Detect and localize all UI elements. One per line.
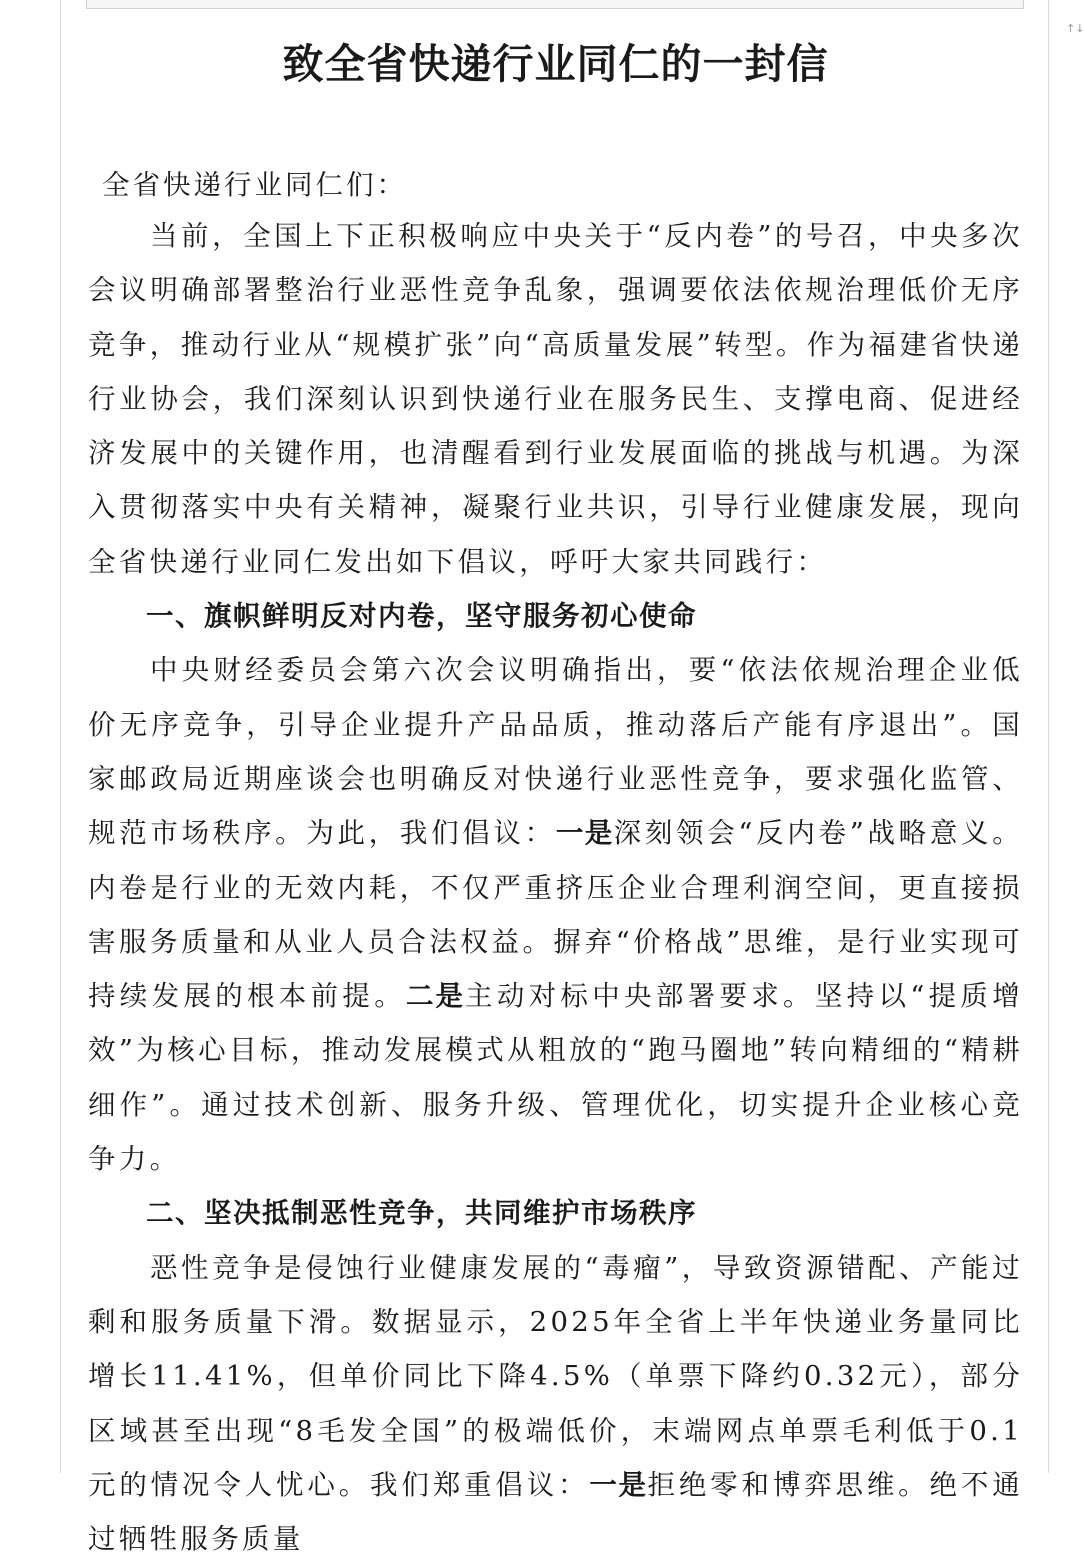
section-1-paragraph	[88, 643, 1023, 1186]
scroll-indicator[interactable]: ↑↓	[1066, 22, 1084, 35]
section-2-point-1-marker: 一是	[589, 1468, 648, 1501]
section-1-text-2: 深刻领会“反内卷”战略意义。内卷是行业的无效内耗，不仅严重挤压企业合理利润空间，更直接损害服务质量和从业人员合法权益。摒弃“价格战”思维，是行业实现可持续发展的根本前提。	[88, 817, 1023, 1013]
section-2-heading: 二、坚决抵制恶性竞争，共同维护市场秩序	[146, 1197, 697, 1230]
intro-paragraph: 当前，全国上下正积极响应中央关于“反内卷”的号召，中央多次会议明确部署整治行业恶性竞争乱象，强调要依法依规治理低价无序竞争，推动行业从“规模扩张”向“高质量发展”转型。作为福建省快递行业协会，我们深刻认识到快递行业在服务民生、支撑电商、促进经济发展中的关键作用，也清醒看到行业发展面临的挑战与机遇。为深入贯彻落实中央有关精神，凝聚行业共识，引导行业健康发展，现向 全省快递行业同仁发出如下倡议，呼吁大家共同践行：	[88, 220, 1023, 578]
section-1-text-3: 主动对标中央部署要求。坚持以“提质增效”为核心目标，推动发展模式从粗放的“跑马圈地”转向精细的“精耕细作”。通过技术创新、服务升级、管理优化，切实提升企业核心竞争力。	[88, 980, 1024, 1176]
section-1-text-1: 中央财经委员会第六次会议明确指出，要“依法依规治理企业低价无序竞争，引导企业提升产品品质，推动落后产能有序退出”。国家邮政局近期座谈会也明确反对快递行业恶性竞争，要求强化监管、规范市场秩序。为此，我们倡议：	[88, 654, 1023, 850]
section-1-heading: 一、旗帜鲜明反对内卷，坚守服务初心使命	[146, 600, 697, 633]
document-title: 致全省快递行业同仁的一封信	[282, 40, 829, 88]
greeting: 全省快递行业同仁们：	[102, 169, 407, 201]
document-body	[88, 209, 1023, 1566]
section-1-point-2-marker: 二是	[406, 980, 466, 1013]
page-right-border	[1048, 0, 1049, 1473]
section-2-text-1: 恶性竞争是侵蚀行业健康发展的“毒瘤”，导致资源错配、产能过剩和服务质量下滑。数据显示，2025年全省上半年快递业务量同比增长11.41%，但单价同比下降4.5%（单票下降约0.32元），部分区域甚至出现“8毛发全国”的极端低价，末端网点单票毛利低于0.1元的情况令人忧心。我们郑重倡议：	[88, 1251, 1023, 1501]
page-left-border	[60, 0, 61, 1473]
section-2-paragraph	[88, 1241, 1023, 1566]
section-2-text-2: 拒绝零和博弈思维。绝不通过牺牲服务质量	[88, 1468, 1023, 1556]
section-1-point-1-marker: 一是	[555, 817, 614, 850]
top-bar	[86, 0, 1024, 9]
